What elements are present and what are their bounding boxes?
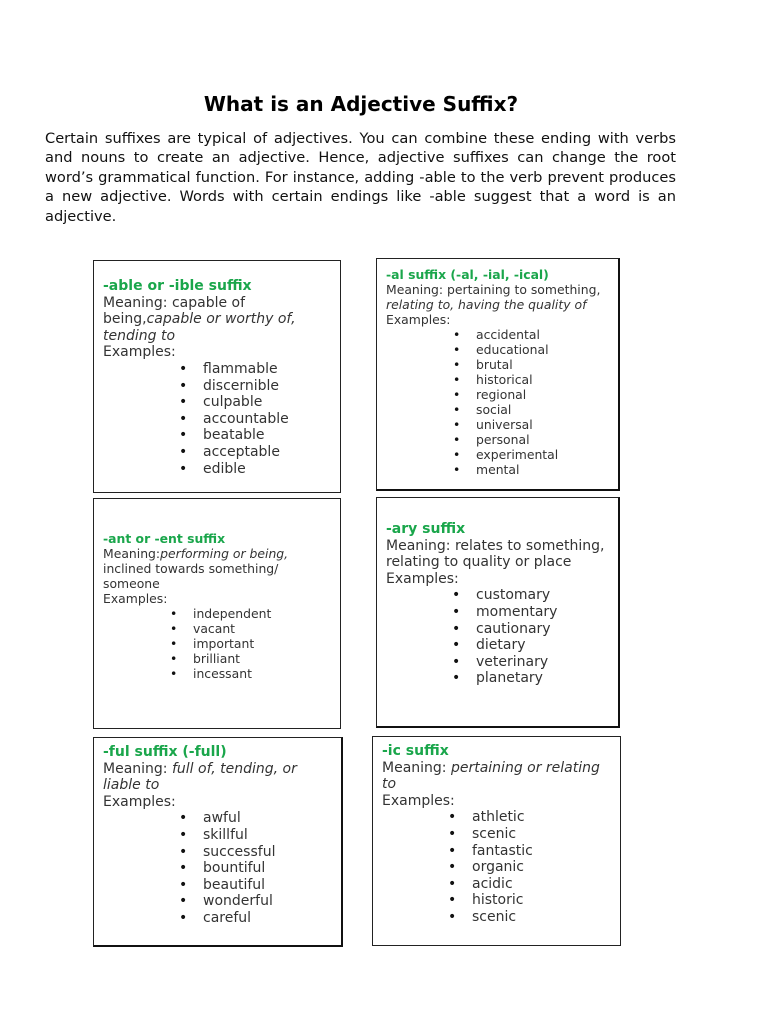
example-item: • scenic [472,826,612,843]
examples-list [386,587,610,687]
example-item: • important [193,636,332,651]
example-item: • discernible [203,378,332,395]
examples-list [382,809,612,925]
example-item: • historical [476,372,610,387]
suffix-meaning [386,538,610,571]
example-item: • personal [476,432,610,447]
example-item: • careful [203,910,333,927]
example-item: • athletic [472,809,612,826]
meaning-italic: pertaining or relating to [382,759,600,793]
example-item: • incessant [193,666,332,681]
meaning-label: Meaning: [103,294,168,311]
example-item: • beatable [203,427,332,444]
example-item: • universal [476,417,610,432]
suffix-meaning [103,295,332,345]
example-item: • fantastic [472,843,612,860]
suffix-heading: -able or -ible suffix [103,278,252,294]
example-item: • skillful [203,827,333,844]
example-item: • wonderful [203,893,333,910]
example-item: • edible [203,461,332,478]
example-item: • successful [203,844,333,861]
example-item: • regional [476,387,610,402]
example-item: • brilliant [193,651,332,666]
examples-label: Examples: [103,591,168,606]
example-item: • accountable [203,411,332,428]
suffix-heading: -ful suffix (-full) [103,744,227,760]
examples-label: Examples: [386,312,451,327]
suffix-meaning [386,282,610,312]
example-item: • veterinary [476,654,610,671]
example-item: • acceptable [203,444,332,461]
meaning-italic: relating to, having the quality of [386,297,587,312]
example-item: • dietary [476,637,610,654]
example-item: • acidic [472,876,612,893]
examples-label: Examples: [103,793,176,810]
example-item: • mental [476,462,610,477]
example-item: • historic [472,892,612,909]
suffix-box-ic [372,736,621,946]
suffix-meaning [103,761,333,794]
page-title: What is an Adjective Suffix? [203,92,519,116]
intro-paragraph: Certain suffixes are typical of adjectives. You can combine these ending with verbs and nouns to create an adjective. Hence, adjective suffixes can change the root word’s grammatical function. For instance, adding -able to the verb prevent produces a new adjective. Words with certain endings like -able suggest that a word is an adjective. [45,130,676,225]
meaning-label: Meaning: [103,546,161,561]
suffix-heading: -ic suffix [382,743,449,759]
examples-label: Examples: [386,570,459,587]
example-item: • awful [203,810,333,827]
meaning-text: pertaining to something, [443,282,601,297]
suffix-box-ary [376,497,620,728]
examples-label: Examples: [103,344,176,361]
example-item: • experimental [476,447,610,462]
example-item: • bountiful [203,860,333,877]
meaning-label: Meaning: [386,282,444,297]
meaning-italic: capable or worthy of, tending to [103,311,296,344]
example-item: • brutal [476,357,610,372]
example-item: • organic [472,859,612,876]
example-item: • culpable [203,394,332,411]
meaning-italic: performing or being, [160,546,289,561]
example-item: • vacant [193,621,332,636]
example-item: • momentary [476,604,610,621]
meaning-label: Meaning: [103,760,168,777]
meaning-label: Meaning: [382,759,447,776]
meaning-tail: inclined towards something/ someone [103,561,279,591]
meaning-italic: full of, tending, or liable to [103,760,297,794]
suffix-meaning [382,760,612,793]
meaning-text: capable of being, [103,294,246,328]
example-item: • accidental [476,327,610,342]
examples-list [103,606,332,681]
example-item: • beautiful [203,877,333,894]
example-item: • customary [476,587,610,604]
example-item: • independent [193,606,332,621]
suffix-heading: -ary suffix [386,521,466,537]
examples-list [103,810,333,926]
example-item: • planetary [476,670,610,687]
examples-list [103,361,332,477]
example-item: • social [476,402,610,417]
suffix-heading: -al suffix (-al, -ial, -ical) [386,267,549,282]
suffix-meaning [103,546,332,591]
examples-label: Examples: [382,792,455,809]
suffix-box-able [93,260,341,493]
example-item: • flammable [203,361,332,378]
examples-list [386,327,610,477]
example-item: • cautionary [476,621,610,638]
meaning-label: Meaning: [386,537,451,554]
suffix-heading: -ant or -ent suffix [103,531,226,546]
suffix-box-ful [93,737,343,947]
example-item: • educational [476,342,610,357]
suffix-box-ant [93,498,341,729]
example-item: • scenic [472,909,612,926]
meaning-text: relates to something, relating to quality or place [386,537,605,571]
suffix-box-al [376,258,620,491]
